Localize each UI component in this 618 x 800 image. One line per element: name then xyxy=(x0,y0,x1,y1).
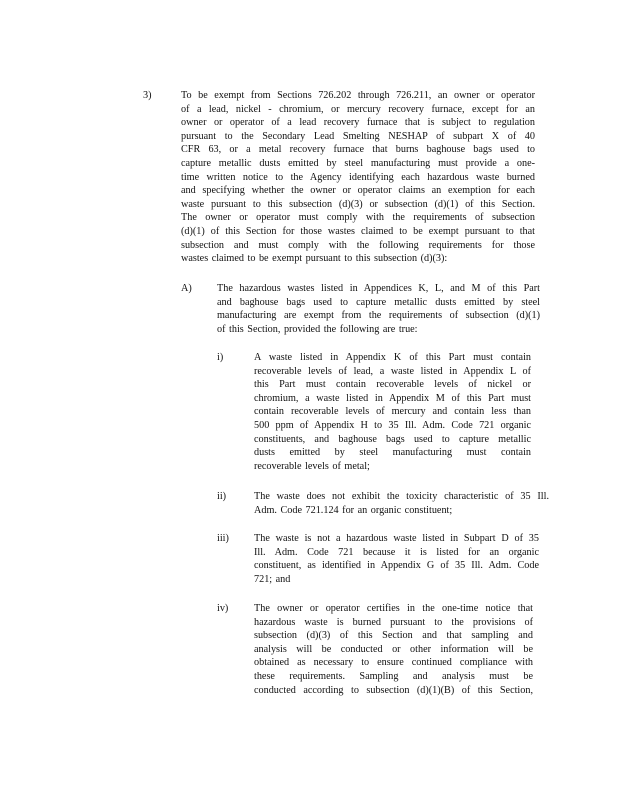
paragraph-line: recoverable levels of lead, a waste listed in Appendix L of xyxy=(254,365,531,377)
paragraph-line: To be exempt from Sections 726.202 through 726.211, an owner or operator xyxy=(181,90,535,101)
paragraph-line: subsection and must comply with the following requirements for those xyxy=(181,239,535,251)
paragraph-line: Ill. Adm. Code 721 because it is listed for an organic xyxy=(254,546,539,558)
paragraph-line: A waste listed in Appendix K of this Part must contain xyxy=(254,352,531,363)
item-3-label: 3) xyxy=(143,90,152,101)
paragraph-line: of this Section, provided the following are true: xyxy=(217,323,418,335)
paragraph-line: owner or operator of a lead recovery furnace that is subject to regulation xyxy=(181,117,535,129)
paragraph-line: The owner or operator must comply with the requirements of subsection xyxy=(181,212,535,224)
paragraph-line: obtained as necessary to ensure continued compliance with xyxy=(254,657,533,669)
paragraph-line: and baghouse bags used to capture metallic dusts emitted by steel xyxy=(217,296,540,308)
paragraph-line: The waste does not exhibit the toxicity characteristic of 35 Ill. xyxy=(254,491,549,502)
paragraph-line: constituents, and baghouse bags used to capture metallic xyxy=(254,433,531,445)
paragraph-line: contain recoverable levels of mercury and contain less than xyxy=(254,406,531,418)
sub-ii-paragraph xyxy=(254,490,549,517)
paragraph-line: of a lead, nickel - chromium, or mercury recovery furnace, except for an xyxy=(181,103,535,115)
item-3-paragraph xyxy=(181,89,535,266)
paragraph-line: Adm. Code 721.124 for an organic constituent; xyxy=(254,504,453,516)
sub-iii-paragraph xyxy=(254,532,539,586)
sub-i-label: i) xyxy=(217,352,224,363)
paragraph-line: manufacturing are exempt from the requirements of subsection (d)(1) xyxy=(217,310,540,322)
paragraph-line: time written notice to the Agency identifying each hazardous waste burned xyxy=(181,171,535,183)
sub-iii-label: iii) xyxy=(217,533,229,544)
paragraph-line: CFR 63, or a metal recovery furnace that burns baghouse bags used to xyxy=(181,144,535,156)
paragraph-line: The hazardous wastes listed in Appendices K, L, and M of this Part xyxy=(217,283,540,294)
paragraph-line: this Part must contain recoverable levels of nickel or xyxy=(254,379,531,391)
paragraph-line: dusts emitted by steel manufacturing must contain xyxy=(254,447,531,459)
paragraph-line: 500 ppm of Appendix H to 35 Ill. Adm. Code 721 organic xyxy=(254,419,531,431)
paragraph-line: recoverable levels of metal; xyxy=(254,460,370,472)
paragraph-line: (d)(1) of this Section for those wastes claimed to be exempt pursuant to that xyxy=(181,225,535,237)
paragraph-line: waste pursuant to this subsection (d)(3) or subsection (d)(1) of this Section. xyxy=(181,198,535,210)
paragraph-line: pursuant to the Secondary Lead Smelting NESHAP of subpart X of 40 xyxy=(181,130,535,142)
paragraph-line: hazardous waste is burned pursuant to the provisions of xyxy=(254,616,533,628)
paragraph-line: and specifying whether the owner or operator claims an exemption for each xyxy=(181,185,535,197)
paragraph-line: wastes claimed to be exempt pursuant to this subsection (d)(3): xyxy=(181,253,448,265)
item-a-label: A) xyxy=(181,283,192,294)
sub-iv-paragraph xyxy=(254,602,533,697)
paragraph-line: The owner or operator certifies in the one-time notice that xyxy=(254,603,533,614)
item-a-paragraph xyxy=(217,282,540,336)
paragraph-line: conducted according to subsection (d)(1)(B) of this Section, xyxy=(254,684,533,696)
paragraph-line: these requirements. Sampling and analysis must be xyxy=(254,670,533,682)
sub-iv-label: iv) xyxy=(217,603,229,614)
paragraph-line: capture metallic dusts emitted by steel manufacturing must provide a one- xyxy=(181,157,535,169)
sub-i-paragraph xyxy=(254,351,531,473)
paragraph-line: 721; and xyxy=(254,573,291,585)
sub-ii-label: ii) xyxy=(217,491,227,502)
paragraph-line: subsection (d)(3) of this Section and that sampling and xyxy=(254,630,533,642)
paragraph-line: analysis will be conducted or other information will be xyxy=(254,643,533,655)
paragraph-line: The waste is not a hazardous waste listed in Subpart D of 35 xyxy=(254,533,539,544)
paragraph-line: chromium, a waste listed in Appendix M of this Part must xyxy=(254,392,531,404)
paragraph-line: constituent, as identified in Appendix G of 35 Ill. Adm. Code xyxy=(254,560,539,572)
